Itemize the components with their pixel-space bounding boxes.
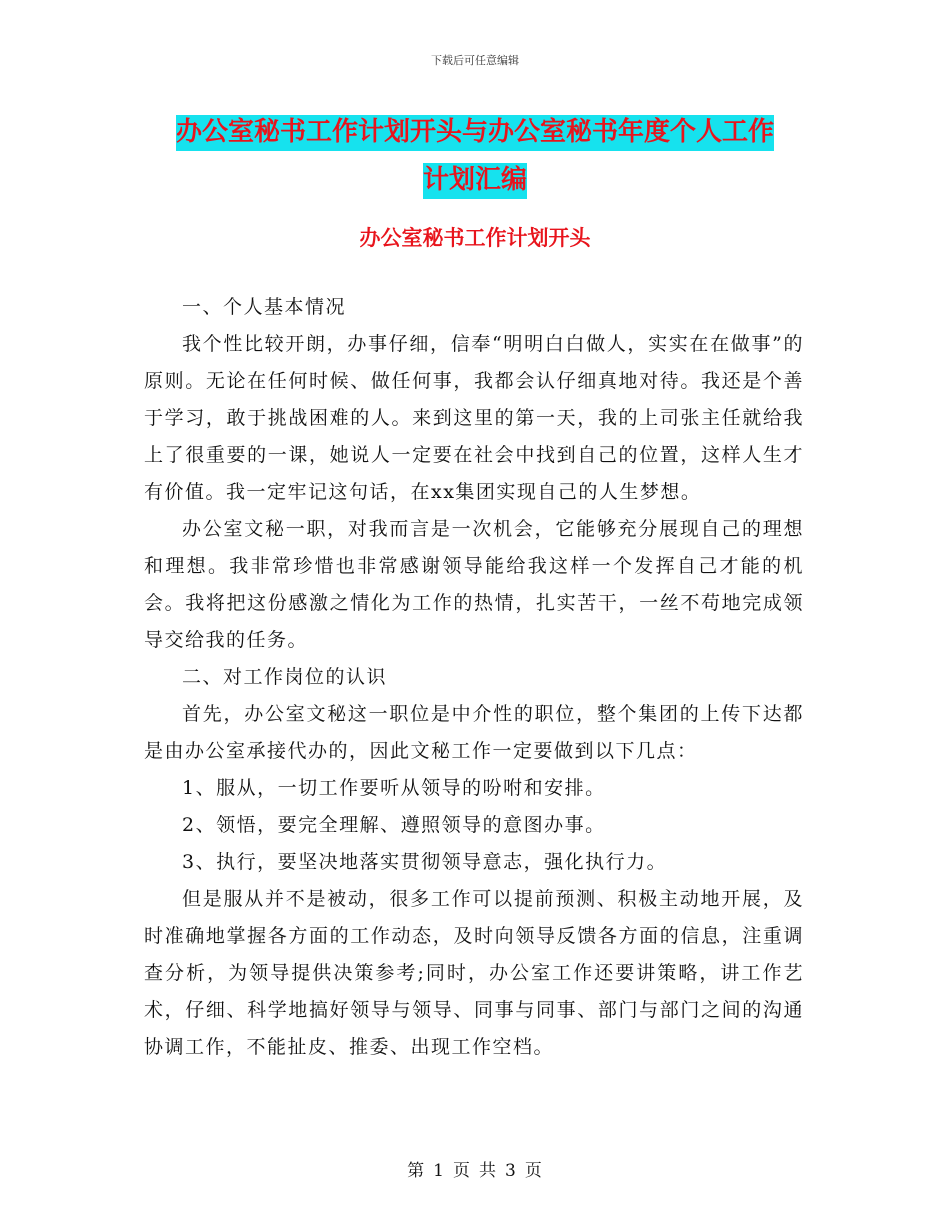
paragraph: 我个性比较开朗，办事仔细，信奉“明明白白做人，实实在在做事”的原则。无论在任何时候、做任何事，我都会认仔细真地对待。我还是个善于学习，敢于挑战困难的人。来到这里的第一天，我的上司张主任就给我上了很重要的一课，她说人一定要在社会中找到自己的位置，这样人生才有价值。我一定牢记这句话，在xx集团实现自己的人生梦想。 — [144, 333, 804, 503]
body-text — [144, 289, 804, 1066]
paragraph: 但是服从并不是被动，很多工作可以提前预测、积极主动地开展，及时准确地掌握各方面的工作动态，及时向领导反馈各方面的信息，注重调查分析，为领导提供决策参考;同时，办公室工作还要讲策略，讲工作艺术，仔细、科学地搞好领导与领导、同事与同事、部门与部门之间的沟通协调工作，不能扯皮、推委、出现工作空档。 — [144, 888, 804, 1058]
footer-suffix: 页 — [524, 1161, 543, 1181]
section-title: 办公室秘书工作计划开头 — [359, 226, 591, 250]
paragraph: 办公室文秘一职，对我而言是一次机会，它能够充分展现自己的理想和理想。我非常珍惜也非常感谢领导能给我这样一个发挥自己才能的机会。我将把这份感激之情化为工作的热情，扎实苦干，一丝不苟地完成领导交给我的任务。 — [144, 518, 804, 651]
page-footer — [0, 1156, 950, 1181]
footer-total-label: 共 — [479, 1161, 497, 1181]
heading-job-understanding: 二、对工作岗位的认识 — [182, 666, 388, 688]
list-item: 3、执行，要坚决地落实贯彻领导意志，强化执行力。 — [182, 851, 668, 873]
document-title-line-2: 计划汇编 — [423, 163, 527, 199]
document-title — [145, 108, 805, 204]
list-item: 1、服从，一切工作要听从领导的吩咐和安排。 — [182, 777, 606, 799]
heading-personal-info: 一、个人基本情况 — [182, 296, 347, 318]
document-title-line-1: 办公室秘书工作计划开头与办公室秘书年度个人工作 — [176, 115, 774, 151]
list-item: 2、领悟，要完全理解、遵照领导的意图办事。 — [182, 814, 606, 836]
current-page-number: 1 — [433, 1161, 445, 1181]
total-pages-number: 3 — [505, 1161, 517, 1181]
paragraph: 首先，办公室文秘这一职位是中介性的职位，整个集团的上传下达都是由办公室承接代办的，因此文秘工作一定要做到以下几点： — [144, 703, 804, 762]
header-note: 下载后可任意编辑 — [431, 54, 519, 67]
footer-prefix: 第 — [407, 1161, 426, 1181]
footer-page-label: 页 — [453, 1161, 471, 1181]
